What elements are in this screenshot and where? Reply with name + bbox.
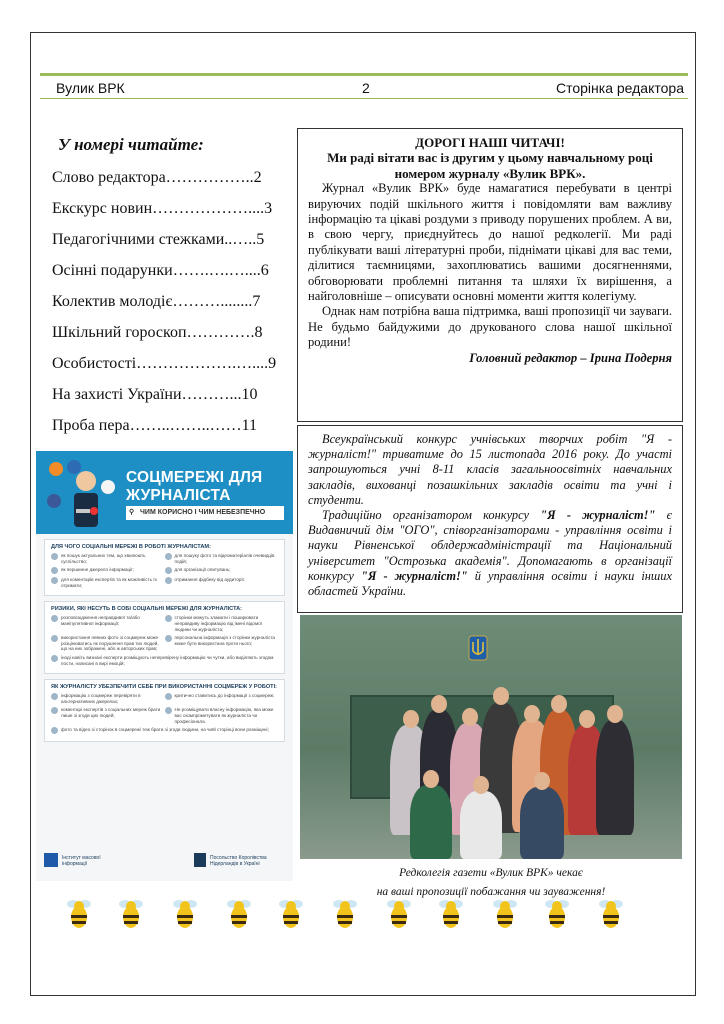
toc-item[interactable]: Шкільний гороскоп………….8 [52, 324, 263, 341]
contest-paragraph: Всеукраїнський конкурс учнівських творчих робіт "Я - журналіст!" триватиме до 15 листопада 2016 року. До участі запрошуються учні 8-11 класів загальноосвітніх навчальних закладів, вихованці позашкільних закладів освіти та учні і студенти. [308, 432, 672, 507]
contest-announcement [297, 425, 683, 613]
toc-item[interactable]: Проба пера……..……..……11 [52, 417, 257, 434]
toc-item[interactable]: Особистості……………….…....9 [52, 355, 277, 372]
bee-icon [490, 898, 520, 932]
embassy-label: Посольство Королівства Нідерландів в Україні [210, 855, 267, 867]
poster-section [44, 539, 285, 596]
editorial-team-photo [300, 615, 682, 859]
social-media-infographic [36, 451, 293, 881]
section-title: РИЗИКИ, ЯКІ НЕСУТЬ В СОБІ СОЦІАЛЬНІ МЕРЕЖІ ДЛЯ ЖУРНАЛІСТА: [51, 606, 243, 613]
bullet-icon [165, 635, 172, 642]
bullet-icon [51, 693, 58, 700]
bullet-icon [51, 577, 58, 584]
caption-line: на ваші пропозиції побажання чи зауваження! [376, 886, 606, 898]
bullet-icon [165, 577, 172, 584]
poster-header [36, 451, 293, 534]
imi-label: Інститут масової інформації [62, 855, 101, 867]
journalist-illustration-icon [46, 459, 120, 529]
toc-title: У номері читайте: [58, 135, 204, 154]
bullet-icon [51, 707, 58, 714]
bee-icon [170, 898, 200, 932]
bee-icon [224, 898, 254, 932]
poster-section [44, 679, 285, 742]
bee-icon [276, 898, 306, 932]
journal-name: Вулик ВРК [56, 80, 125, 96]
letter-subheading: Ми раді вітати вас із другим у цьому навчальному році номером журналу «Вулик ВРК». [327, 150, 653, 181]
search-icon: ⚲ [129, 509, 135, 516]
bee-icon [330, 898, 360, 932]
caption-line: Редколегія газети «Вулик ВРК» чекає [399, 867, 583, 879]
section-item: коментарі експертів з соціальних мереж брати лише зі згоди цих людей; [51, 707, 165, 727]
toc-item[interactable]: На захисті України………...10 [52, 386, 258, 403]
poster-section [44, 601, 285, 674]
bullet-icon [51, 553, 58, 560]
contest-paragraph: Традиційно організатором конкурсу "Я - журналіст!" є Видавничий дім "ОГО", співорганізаторами - управління освіти і науки Рівненської облдержадміністрації та Національний університет "Острозька академія". Допомагають в організації конкурсу "Я - журналіст!" й управління освіти і науки інших областей України. [308, 508, 672, 599]
poster-subtitle: ЧИМ КОРИСНО І ЧИМ НЕБЕЗПЕЧНО [140, 509, 266, 516]
section-item: інформацію з соцмереж перевіряти в альтернативних джерелах; [51, 693, 165, 707]
bee-icon [542, 898, 572, 932]
bullet-icon [51, 655, 58, 662]
toc-item[interactable]: Екскурс новин………………....3 [52, 200, 273, 217]
letter-heading: ДОРОГІ НАШІ ЧИТАЧІ! [415, 135, 565, 150]
bullet-icon [165, 707, 172, 714]
section-item: розповсюдження неправдивої та/або маніпулятивної інформації; [51, 615, 165, 635]
letter-paragraph: Журнал «Вулик ВРК» буде намагатися перебувати в центрі вируючих подій шкільного життя і повідомляти вам важливу інформацію та цікаві роздуми з приводу порушених проблем. А ви, в свою чергу, приєднуйтесь до нашої редколегії. Ми раді публікувати ваші літературні проби, піднімати цікаві для вас теми, ділитися таємницями, захоплюватись вашими досягненнями, обговорювати проблемні питання та шляхи їх вирішення, а найголовніше – описувати основні моменти життя колегіуму. [308, 181, 672, 304]
section-item: сторінки можуть зламати і поширювати неправдиву інформацію від імені відомої людини чи журналіста; [165, 615, 279, 635]
bullet-icon [51, 567, 58, 574]
letter-signature: Головний редактор – Ірина Подерня [469, 350, 672, 365]
bee-icon [596, 898, 626, 932]
bullet-icon [51, 635, 58, 642]
imi-logo-icon [44, 853, 58, 867]
toc-item[interactable]: Педагогічними стежками..…..5 [52, 231, 265, 248]
bullet-icon [51, 615, 58, 622]
section-item: Не розміщувати власну інформацію, яка може вас скомпрометувати як журналіста чи професіонала. [165, 707, 279, 727]
embassy-logo-icon [194, 853, 206, 867]
section-item: фото та відео зі сторінок в соцмережі теж брати зі згоди людини, на чиїй сторінці вони розміщені; [51, 727, 278, 737]
editor-letter [297, 128, 683, 422]
photo-caption [300, 864, 682, 902]
page-number: 2 [362, 80, 370, 96]
poster-title: СОЦМЕРЕЖІ ДЛЯ ЖУРНАЛІСТА [126, 469, 263, 504]
section-item: використання певних фото зі соцмереж може розцінюватись як порушення прав тих людей, що на них зображені, або ж авторських прав; [51, 635, 165, 655]
bee-icon [384, 898, 414, 932]
section-item: як пошук актуальних тем, що хвилюють суспільство; [51, 553, 165, 567]
section-item: іноді навіть визнані експерти розміщують неперевірену інформацію чи чутки, або виділяють згодом пости, написані в вирі емоцій; [51, 655, 278, 669]
section-title: ДЛЯ ЧОГО СОЦІАЛЬНІ МЕРЕЖІ В РОБОТІ ЖУРНАЛІСТАМ: [51, 544, 211, 550]
section-item: як першинне джерело інформації; [51, 567, 165, 577]
section-item: критично ставитись до інформації з соцмереж; [165, 693, 279, 707]
section-title: ЯК ЖУРНАЛІСТУ УБЕЗПЕЧИТИ СЕБЕ ПРИ ВИКОРИСТАННІ СОЦМЕРЕЖ У РОБОТІ: [51, 684, 278, 691]
letter-paragraph: Однак нам потрібна ваша підтримка, ваші пропозиції чи зауваги. Не будьмо байдужими до друкованого слова нашої шкільної родини! [308, 304, 672, 350]
section-item: для пошуку фото та відеоматеріалів очевидців подій; [165, 553, 279, 567]
bee-icon [64, 898, 94, 932]
section-item: для коментарів експертів та як можливість їх отримати; [51, 577, 165, 591]
bullet-icon [165, 567, 172, 574]
toc-item[interactable]: Слово редактора……………..2 [52, 169, 262, 186]
toc-item[interactable]: Осінні подарунки…….….…....6 [52, 262, 269, 279]
bullet-icon [165, 553, 172, 560]
poster-searchbar [126, 506, 284, 520]
bullet-icon [165, 693, 172, 700]
table-of-contents [52, 135, 292, 448]
bee-icon [116, 898, 146, 932]
section-item: отримання фідбеку від аудиторії. [165, 577, 279, 591]
section-item: персональна інформація з сторінки журналіста може бути використана проти нього; [165, 635, 279, 655]
toc-item[interactable]: Колектив молодіє………........7 [52, 293, 261, 310]
bullet-icon [51, 727, 58, 734]
section-name: Сторінка редактора [555, 80, 684, 96]
poster-footer [44, 849, 285, 875]
page-header [40, 73, 688, 99]
bee-icon [436, 898, 466, 932]
section-item: для організації опитувань; [165, 567, 279, 577]
ukraine-emblem-icon [468, 635, 488, 661]
bullet-icon [165, 615, 172, 622]
